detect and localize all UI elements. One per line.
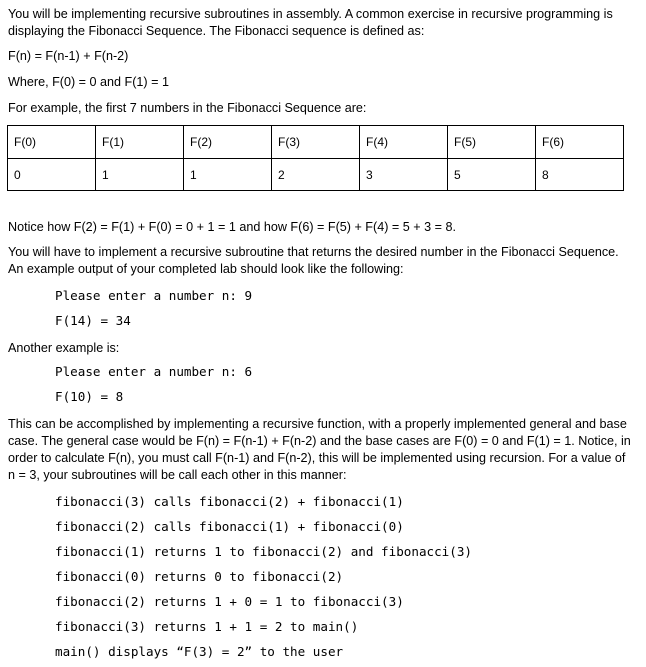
- table-header-cell: F(0): [8, 126, 96, 159]
- trace-line: fibonacci(3) calls fibonacci(2) + fibonacci(1): [55, 494, 404, 509]
- table-cell: 8: [536, 159, 624, 191]
- base-case-text: Where, F(0) = 0 and F(1) = 1: [8, 75, 169, 89]
- table-header-cell: F(5): [448, 126, 536, 159]
- table-header-cell: F(3): [272, 126, 360, 159]
- table-cell: 5: [448, 159, 536, 191]
- example1-result: F(14) = 34: [55, 313, 131, 328]
- table-header-row: [8, 126, 624, 159]
- trace-line: fibonacci(2) returns 1 + 0 = 1 to fibonacci(3): [55, 594, 404, 609]
- example2-result: F(10) = 8: [55, 389, 124, 404]
- table-header-cell: F(6): [536, 126, 624, 159]
- another-example-label: Another example is:: [8, 341, 120, 355]
- implement-paragraph: You will have to implement a recursive subroutine that returns the desired number in the Fibonacci Sequence. An example output of your completed lab should look like the following:: [8, 245, 619, 276]
- table-cell: 0: [8, 159, 96, 191]
- example2-prompt: Please enter a number n: 6: [55, 364, 253, 379]
- table-cell: 3: [360, 159, 448, 191]
- intro-paragraph: You will be implementing recursive subroutines in assembly. A common exercise in recursive programming is displaying the Fibonacci Sequence. The Fibonacci sequence is defined as:: [8, 7, 613, 38]
- example1-prompt: Please enter a number n: 9: [55, 288, 253, 303]
- explanation-paragraph: This can be accomplished by implementing a recursive function, with a properly implemented general and base case. The general case would be F(n) = F(n-1) + F(n-2) and the base cases are F(0) = 0 and F(1) = 1. Notice, in order to calculate F(n), you must call F(n-1) and F(n-2), this will be implemented using recursion. For a value of n = 3, your subroutines will be call each other in this manner:: [8, 417, 631, 482]
- trace-line: main() displays “F(3) = 2” to the user: [55, 644, 344, 659]
- trace-line: fibonacci(3) returns 1 + 1 = 2 to main(): [55, 619, 359, 634]
- trace-line: fibonacci(1) returns 1 to fibonacci(2) and fibonacci(3): [55, 544, 473, 559]
- table-header-cell: F(1): [96, 126, 184, 159]
- table-header-cell: F(4): [360, 126, 448, 159]
- table-cell: 2: [272, 159, 360, 191]
- fibonacci-table: [7, 125, 624, 191]
- example-intro-text: For example, the first 7 numbers in the Fibonacci Sequence are:: [8, 101, 367, 115]
- table-row: [8, 159, 624, 191]
- notice-text: Notice how F(2) = F(1) + F(0) = 0 + 1 = 1 and how F(6) = F(5) + F(4) = 5 + 3 = 8.: [8, 220, 456, 234]
- recurrence-formula: F(n) = F(n-1) + F(n-2): [8, 49, 129, 63]
- table-header-cell: F(2): [184, 126, 272, 159]
- table-cell: 1: [96, 159, 184, 191]
- table-cell: 1: [184, 159, 272, 191]
- trace-line: fibonacci(2) calls fibonacci(1) + fibonacci(0): [55, 519, 404, 534]
- trace-line: fibonacci(0) returns 0 to fibonacci(2): [55, 569, 344, 584]
